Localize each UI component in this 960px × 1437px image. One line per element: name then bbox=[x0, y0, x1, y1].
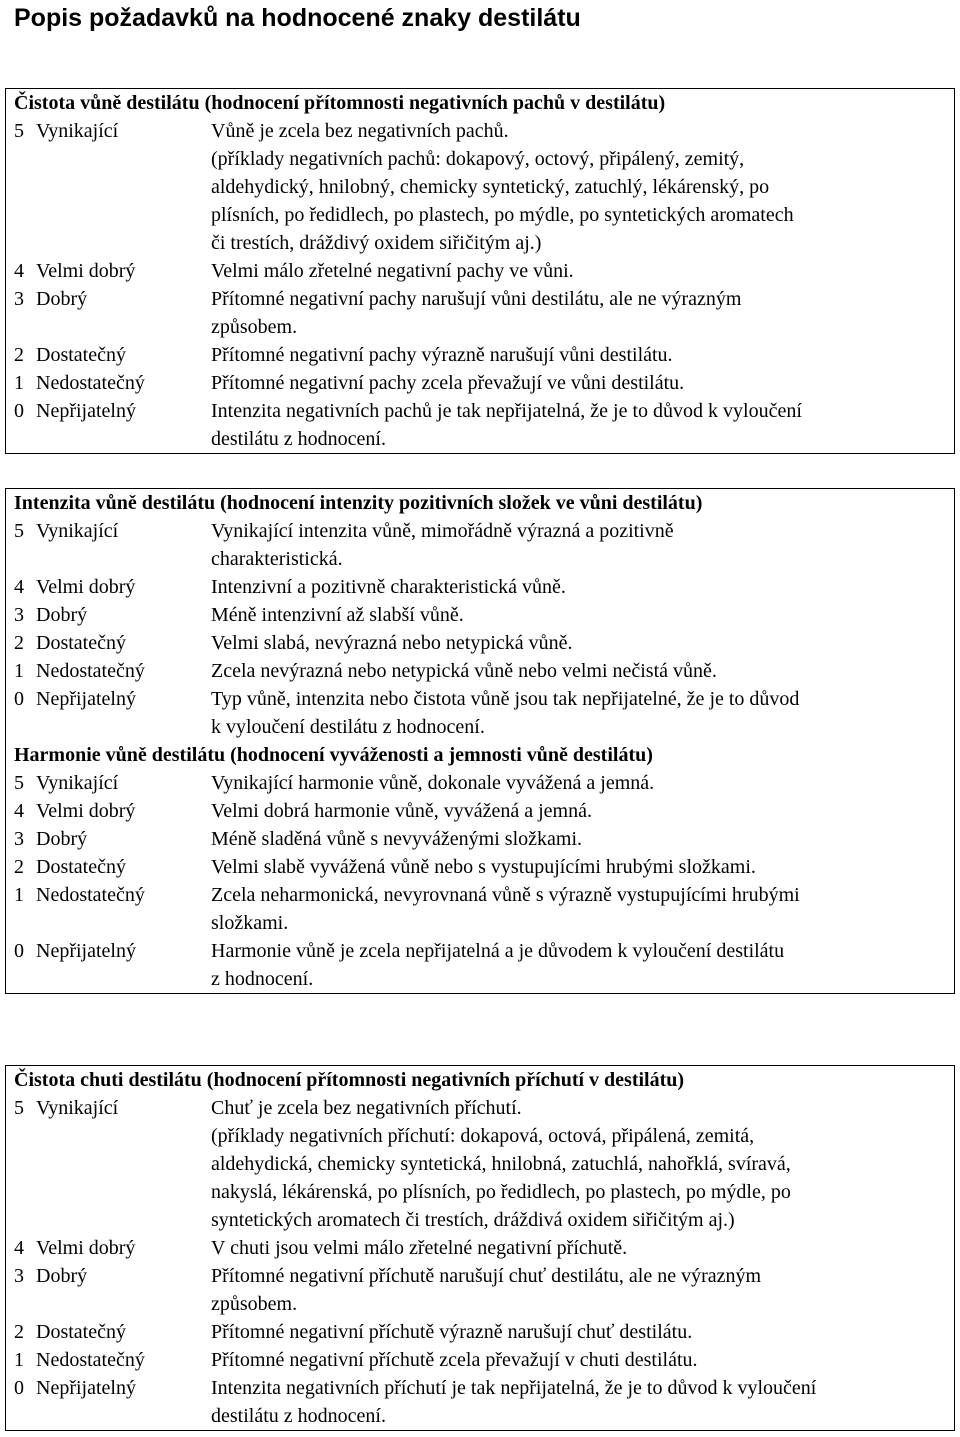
grade-row bbox=[5, 769, 955, 797]
grade-description: Vůně je zcela bez negativních pachů. (příklady negativních pachů: dokapový, octový, připálený, zemitý, aldehydický, hnilobný, chemicky syntetický, zatuchlý, lékárenský, po plísních, po ředidlech, po plastech, po mýdle, po syntetických aromatech či trestích, dráždivý oxidem siřičitým aj.) bbox=[211, 120, 794, 254]
grade-score: 0 bbox=[14, 1377, 24, 1399]
grade-label: Velmi dobrý bbox=[36, 1237, 136, 1259]
grade-description: Přítomné negativní příchutě narušují chuť destilátu, ale ne výrazným způsobem. bbox=[211, 1265, 762, 1315]
grade-label: Nedostatečný bbox=[36, 660, 145, 682]
grade-score: 1 bbox=[14, 884, 24, 906]
grade-row bbox=[5, 517, 955, 573]
grade-row bbox=[5, 685, 955, 741]
grade-row bbox=[5, 853, 955, 881]
grade-description: Zcela neharmonická, nevyrovnaná vůně s výrazně vystupujícími hrubými složkami. bbox=[211, 884, 800, 934]
grade-label: Dobrý bbox=[36, 604, 88, 626]
criteria-table-odor-purity bbox=[5, 88, 955, 454]
grade-score: 5 bbox=[14, 772, 24, 794]
grade-label: Vynikající bbox=[36, 1097, 119, 1119]
grade-score: 2 bbox=[14, 1321, 24, 1343]
grade-description: Vynikající harmonie vůně, dokonale vyvážená a jemná. bbox=[211, 772, 655, 794]
criteria-table-odor-intensity-harmony bbox=[5, 488, 955, 994]
grade-label: Velmi dobrý bbox=[36, 260, 136, 282]
grade-description: Přítomné negativní pachy zcela převažují ve vůni destilátu. bbox=[211, 372, 685, 394]
grade-score: 4 bbox=[14, 800, 24, 822]
criterion-heading: Čistota chuti destilátu (hodnocení přítomnosti negativních příchutí v destilátu) bbox=[14, 1069, 685, 1091]
grade-row bbox=[5, 369, 955, 397]
grade-score: 3 bbox=[14, 1265, 24, 1287]
grade-description: Přítomné negativní příchutě zcela převažují v chuti destilátu. bbox=[211, 1349, 698, 1371]
grade-description: Přítomné negativní pachy výrazně narušují vůni destilátu. bbox=[211, 344, 673, 366]
grade-description: Velmi dobrá harmonie vůně, vyvážená a jemná. bbox=[211, 800, 592, 822]
grade-description: Vynikající intenzita vůně, mimořádně výrazná a pozitivně charakteristická. bbox=[211, 520, 674, 570]
grade-label: Dostatečný bbox=[36, 856, 126, 878]
grade-score: 3 bbox=[14, 288, 24, 310]
grade-row bbox=[5, 825, 955, 853]
grade-label: Dostatečný bbox=[36, 632, 126, 654]
grade-label: Velmi dobrý bbox=[36, 576, 136, 598]
grade-score: 1 bbox=[14, 372, 24, 394]
grade-description: Typ vůně, intenzita nebo čistota vůně jsou tak nepřijatelné, že je to důvod k vyloučení destilátu z hodnocení. bbox=[211, 688, 800, 738]
grade-row bbox=[5, 601, 955, 629]
grade-row bbox=[5, 1318, 955, 1346]
grade-description: Zcela nevýrazná nebo netypická vůně nebo velmi nečistá vůně. bbox=[211, 660, 717, 682]
criteria-table-taste-purity bbox=[5, 1065, 955, 1431]
grade-score: 3 bbox=[14, 828, 24, 850]
grade-description: Velmi slabá, nevýrazná nebo netypická vůně. bbox=[211, 632, 573, 654]
grade-label: Nepřijatelný bbox=[36, 1377, 136, 1399]
grade-row bbox=[5, 285, 955, 341]
grade-row bbox=[5, 341, 955, 369]
grade-description: Přítomné negativní pachy narušují vůni destilátu, ale ne výrazným způsobem. bbox=[211, 288, 742, 338]
grade-row bbox=[5, 1262, 955, 1318]
grade-label: Dobrý bbox=[36, 828, 88, 850]
grade-description: Méně sladěná vůně s nevyváženými složkami. bbox=[211, 828, 582, 850]
grade-description: Intenzita negativních příchutí je tak nepřijatelná, že je to důvod k vyloučení destilátu z hodnocení. bbox=[211, 1377, 817, 1427]
page-title: Popis požadavků na hodnocené znaky destilátu bbox=[14, 4, 581, 32]
grade-row bbox=[5, 397, 955, 453]
grade-row bbox=[5, 657, 955, 685]
grade-score: 1 bbox=[14, 1349, 24, 1371]
grade-score: 2 bbox=[14, 344, 24, 366]
grade-label: Nepřijatelný bbox=[36, 688, 136, 710]
grade-row bbox=[5, 937, 955, 993]
grade-row bbox=[5, 573, 955, 601]
grade-label: Dostatečný bbox=[36, 344, 126, 366]
criterion-heading: Harmonie vůně destilátu (hodnocení vyváženosti a jemnosti vůně destilátu) bbox=[14, 744, 653, 766]
grade-label: Nepřijatelný bbox=[36, 940, 136, 962]
grade-row bbox=[5, 257, 955, 285]
grade-label: Dostatečný bbox=[36, 1321, 126, 1343]
grade-label: Nedostatečný bbox=[36, 372, 145, 394]
grade-row bbox=[5, 629, 955, 657]
grade-row bbox=[5, 1374, 955, 1430]
grade-label: Nepřijatelný bbox=[36, 400, 136, 422]
grade-score: 0 bbox=[14, 400, 24, 422]
grade-score: 2 bbox=[14, 856, 24, 878]
grade-score: 4 bbox=[14, 260, 24, 282]
grade-description: Velmi slabě vyvážená vůně nebo s vystupujícími hrubými složkami. bbox=[211, 856, 756, 878]
grade-label: Dobrý bbox=[36, 1265, 88, 1287]
grade-label: Vynikající bbox=[36, 120, 119, 142]
grade-label: Vynikající bbox=[36, 520, 119, 542]
grade-description: Intenzita negativních pachů je tak nepřijatelná, že je to důvod k vyloučení destilátu z hodnocení. bbox=[211, 400, 802, 450]
grade-label: Velmi dobrý bbox=[36, 800, 136, 822]
grade-row bbox=[5, 1234, 955, 1262]
grade-label: Dobrý bbox=[36, 288, 88, 310]
grade-description: V chuti jsou velmi málo zřetelné negativní příchutě. bbox=[211, 1237, 628, 1259]
grade-description: Méně intenzivní až slabší vůně. bbox=[211, 604, 464, 626]
grade-score: 0 bbox=[14, 688, 24, 710]
grade-description: Intenzivní a pozitivně charakteristická vůně. bbox=[211, 576, 566, 598]
grade-score: 0 bbox=[14, 940, 24, 962]
grade-row bbox=[5, 881, 955, 937]
grade-description: Harmonie vůně je zcela nepřijatelná a je důvodem k vyloučení destilátu z hodnocení. bbox=[211, 940, 785, 990]
grade-score: 5 bbox=[14, 1097, 24, 1119]
grade-description: Velmi málo zřetelné negativní pachy ve vůni. bbox=[211, 260, 574, 282]
grade-description: Přítomné negativní příchutě výrazně narušují chuť destilátu. bbox=[211, 1321, 693, 1343]
grade-description: Chuť je zcela bez negativních příchutí. (příklady negativních příchutí: dokapová, octová, připálená, zemitá, aldehydická, chemicky syntetická, hnilobná, zatuchlá, nahořklá, svíravá, nakyslá, lékárenská, po plísních, po ředidlech, po plastech, po mýdle, po syntetických aromatech či trestích, dráždivá oxidem siřičitým aj.) bbox=[211, 1097, 791, 1231]
grade-score: 5 bbox=[14, 520, 24, 542]
grade-label: Nedostatečný bbox=[36, 884, 145, 906]
grade-score: 4 bbox=[14, 576, 24, 598]
grade-score: 2 bbox=[14, 632, 24, 654]
criterion-heading: Intenzita vůně destilátu (hodnocení intenzity pozitivních složek ve vůni destilátu) bbox=[14, 492, 703, 514]
grade-label: Vynikající bbox=[36, 772, 119, 794]
grade-row bbox=[5, 117, 955, 257]
criterion-heading: Čistota vůně destilátu (hodnocení přítomnosti negativních pachů v destilátu) bbox=[14, 92, 666, 114]
grade-score: 1 bbox=[14, 660, 24, 682]
grade-row bbox=[5, 797, 955, 825]
grade-row bbox=[5, 1346, 955, 1374]
grade-score: 5 bbox=[14, 120, 24, 142]
grade-label: Nedostatečný bbox=[36, 1349, 145, 1371]
grade-row bbox=[5, 1094, 955, 1234]
grade-score: 3 bbox=[14, 604, 24, 626]
grade-score: 4 bbox=[14, 1237, 24, 1259]
